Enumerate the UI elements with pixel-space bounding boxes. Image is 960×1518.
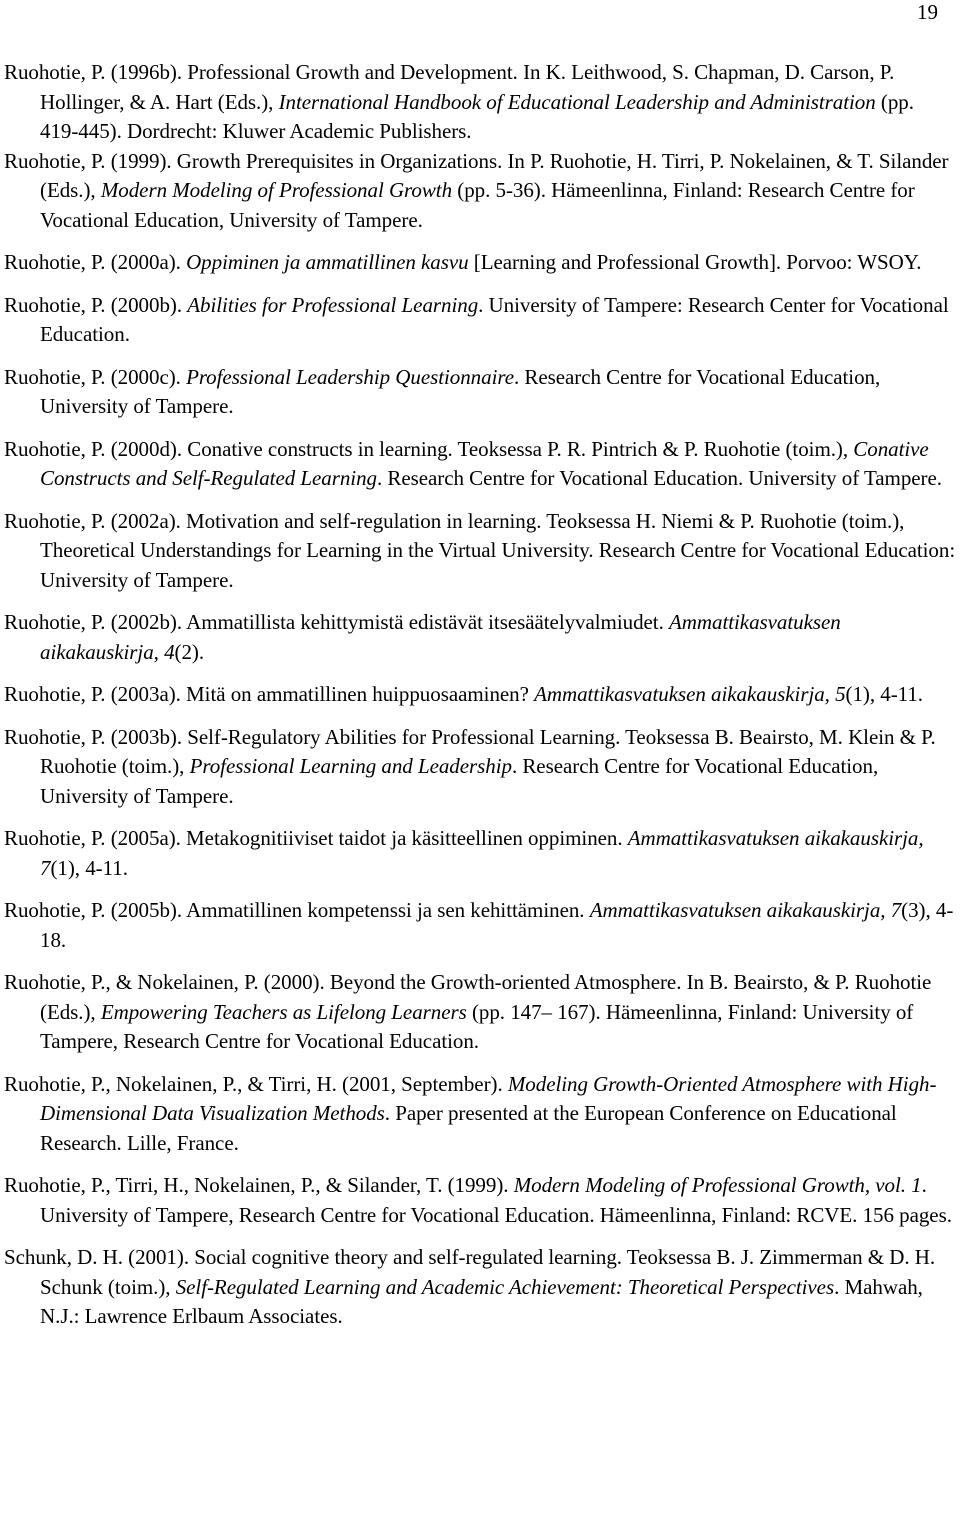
reference-title-italic: Ammattikasvatuksen aikakauskirja, 5: [534, 682, 846, 706]
reference-text: Ruohotie, P. (1996b). Professional Growth and Development. In K. Leithwood, S. Chapman, D. Carson, P. Hollinger, & A. Hart (Eds.),: [4, 60, 895, 114]
reference-text: Ruohotie, P. (1999). Growth Prerequisites in Organizations. In P. Ruohotie, H. Tirri, P. Nokelainen, & T. Silander (Eds.),: [4, 148, 949, 202]
reference-text: ,: [153, 639, 165, 664]
reference-entry: [4, 248, 956, 278]
reference-text: Ruohotie, P., Tirri, H., Nokelainen, P., & Silander, T. (1999).: [4, 1173, 514, 1197]
reference-entry: [4, 1070, 956, 1159]
reference-entry: [4, 363, 956, 422]
reference-text: Ruohotie, P., Nokelainen, P., & Tirri, H. (2001, September).: [4, 1071, 508, 1096]
reference-text: (pp. 419-445). Dordrecht: Kluwer Academic Publishers.: [40, 89, 914, 143]
reference-title-italic: Modeling Growth-Oriented Atmosphere with High-Dimensional Data Visualization Methods: [40, 1071, 937, 1125]
reference-text: Ruohotie, P. (2005b). Ammatillinen kompetenssi ja sen kehittäminen.: [4, 898, 590, 922]
reference-title-italic: International Handbook of Educational Leadership and Administration: [278, 89, 876, 114]
reference-text: Ruohotie, P. (2000d). Conative constructs in learning. Teoksessa P. R. Pintrich & P. Ruohotie (toim.),: [4, 436, 854, 461]
reference-text: (3), 4-18.: [40, 898, 954, 952]
reference-entry: [4, 968, 956, 1057]
reference-text: . Research Centre for Vocational Education, University of Tampere.: [40, 754, 879, 808]
reference-title-italic: Professional Leadership Questionnaire: [186, 364, 514, 389]
reference-text: . Research Centre for Vocational Education, University of Tampere.: [40, 364, 881, 418]
reference-title-italic: Modern Modeling of Professional Growth, vol. 1: [513, 1173, 922, 1197]
reference-text: . Mahwah, N.J.: Lawrence Erlbaum Associates.: [40, 1274, 923, 1328]
reference-entry: [4, 58, 956, 147]
reference-entry: [4, 147, 956, 236]
reference-entry: [4, 723, 956, 812]
reference-text: Ruohotie, P. (2003b). Self-Regulatory Abilities for Professional Learning. Teoksessa B. Beairsto, M. Klein & P. Ruohotie (toim.),: [4, 724, 936, 778]
reference-entry: [4, 507, 956, 596]
reference-text: . University of Tampere, Research Centre for Vocational Education. Hämeenlinna, Finland: RCVE. 156 pages.: [40, 1173, 952, 1227]
reference-entry: [4, 680, 956, 710]
reference-text: Ruohotie, P. (2000c).: [4, 364, 187, 389]
reference-title-italic: Oppiminen ja ammatillinen kasvu: [186, 250, 469, 274]
reference-entry: [4, 291, 956, 350]
reference-text: Ruohotie, P. (2000b).: [4, 292, 188, 317]
reference-text: Ruohotie, P. (2002b). Ammatillista kehittymistä edistävät itsesäätelyvalmiudet.: [4, 610, 669, 634]
reference-entry: [4, 1243, 956, 1332]
reference-text: Ruohotie, P. (2005a). Metakognitiiviset taidot ja käsitteellinen oppiminen.: [4, 826, 628, 850]
reference-text: Ruohotie, P., & Nokelainen, P. (2000). Beyond the Growth-oriented Atmosphere. In B. Beairsto, & P. Ruohotie (Eds.),: [4, 970, 932, 1024]
reference-text: . Paper presented at the European Conference on Educational Research. Lille, France.: [40, 1101, 897, 1155]
reference-title-italic: Empowering Teachers as Lifelong Learners: [100, 999, 467, 1024]
reference-text: Ruohotie, P. (2002a). Motivation and self-regulation in learning. Teoksessa H. Niemi & P. Ruohotie (toim.), Theoretical Understandings for Learning in the Virtual University. Research Centre for Vocational Education: University of Tampere.: [4, 508, 956, 592]
reference-title-italic: Ammattikasvatuksen aikakauskirja, 7: [40, 826, 924, 880]
reference-text: . Research Centre for Vocational Education. University of Tampere.: [377, 466, 942, 490]
reference-text: . University of Tampere: Research Center for Vocational Education.: [40, 292, 949, 346]
reference-text: (pp. 5-36). Hämeenlinna, Finland: Research Centre for Vocational Education, University of Tampere.: [40, 178, 915, 232]
reference-text: Ruohotie, P. (2000a).: [4, 250, 187, 274]
reference-text: [Learning and Professional Growth]. Porvoo: WSOY.: [468, 250, 922, 274]
reference-title-italic: Modern Modeling of Professional Growth: [100, 178, 453, 202]
reference-entry: [4, 896, 956, 955]
reference-text: Ruohotie, P. (2003a). Mitä on ammatillinen huippuosaaminen?: [4, 682, 535, 706]
reference-title-italic: Ammattikasvatuksen aikakauskirja, 7: [589, 898, 902, 922]
reference-text: (2).: [174, 639, 205, 664]
reference-entry: [4, 435, 956, 494]
reference-title-italic: Ammattikasvatuksen aikakauskirja: [40, 610, 841, 664]
reference-text: (1), 4-11.: [845, 682, 923, 706]
reference-entry: [4, 1171, 956, 1230]
reference-title-italic: Abilities for Professional Learning: [187, 292, 479, 317]
reference-text: (pp. 147– 167). Hämeenlinna, Finland: University of Tampere, Research Centre for Vocational Education.: [40, 999, 914, 1053]
reference-title-italic: Self-Regulated Learning and Academic Achievement: Theoretical Perspectives: [175, 1274, 835, 1299]
reference-title-italic: Conative Constructs and Self-Regulated Learning: [40, 436, 929, 490]
reference-text: Schunk, D. H. (2001). Social cognitive theory and self-regulated learning. Teoksessa B. J. Zimmerman & D. H. Schunk (toim.),: [4, 1245, 936, 1299]
reference-entry: [4, 608, 956, 667]
reference-entry: [4, 824, 956, 883]
reference-title-italic: 4: [164, 639, 175, 664]
page-number: 19: [917, 0, 938, 24]
reference-title-italic: Professional Learning and Leadership: [189, 754, 512, 778]
reference-text: (1), 4-11.: [50, 855, 128, 880]
reference-list: [4, 58, 956, 1345]
